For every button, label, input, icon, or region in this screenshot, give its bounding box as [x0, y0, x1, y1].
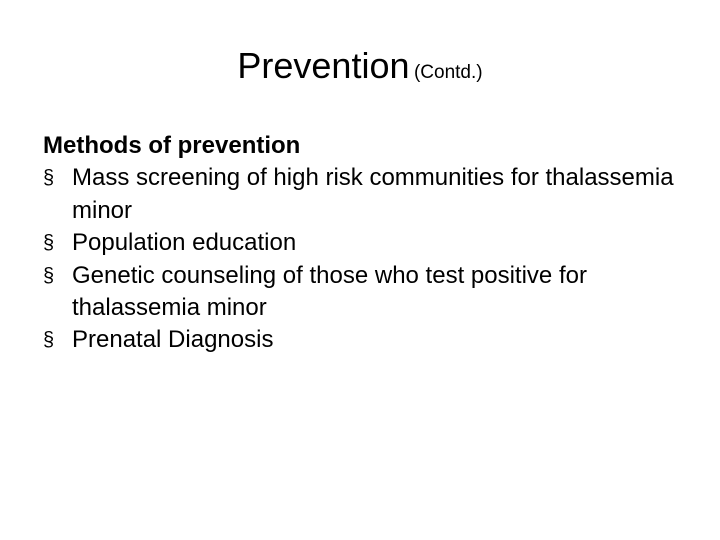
bullet-item [43, 324, 693, 356]
bullet-item [43, 260, 693, 325]
section-sign-bullet-icon: § [43, 167, 55, 190]
bullet-text: Population education [72, 229, 297, 257]
bullet-item [43, 162, 693, 227]
section-heading: Methods of prevention [43, 132, 301, 159]
bullet-item [43, 227, 693, 259]
title-suffix: (Contd.) [413, 62, 483, 83]
title-text: Prevention [237, 45, 410, 86]
slide-title [0, 44, 720, 87]
section-sign-bullet-icon: § [43, 329, 55, 352]
bullet-text: Genetic counseling of those who test positive for thalassemia minor [72, 261, 587, 321]
section-sign-bullet-icon: § [43, 264, 55, 287]
bullet-text: Prenatal Diagnosis [72, 326, 274, 354]
slide-body [43, 130, 693, 357]
bullet-list [43, 162, 693, 356]
bullet-text: Mass screening of high risk communities for thalassemia minor [72, 164, 674, 224]
section-sign-bullet-icon: § [43, 232, 55, 255]
